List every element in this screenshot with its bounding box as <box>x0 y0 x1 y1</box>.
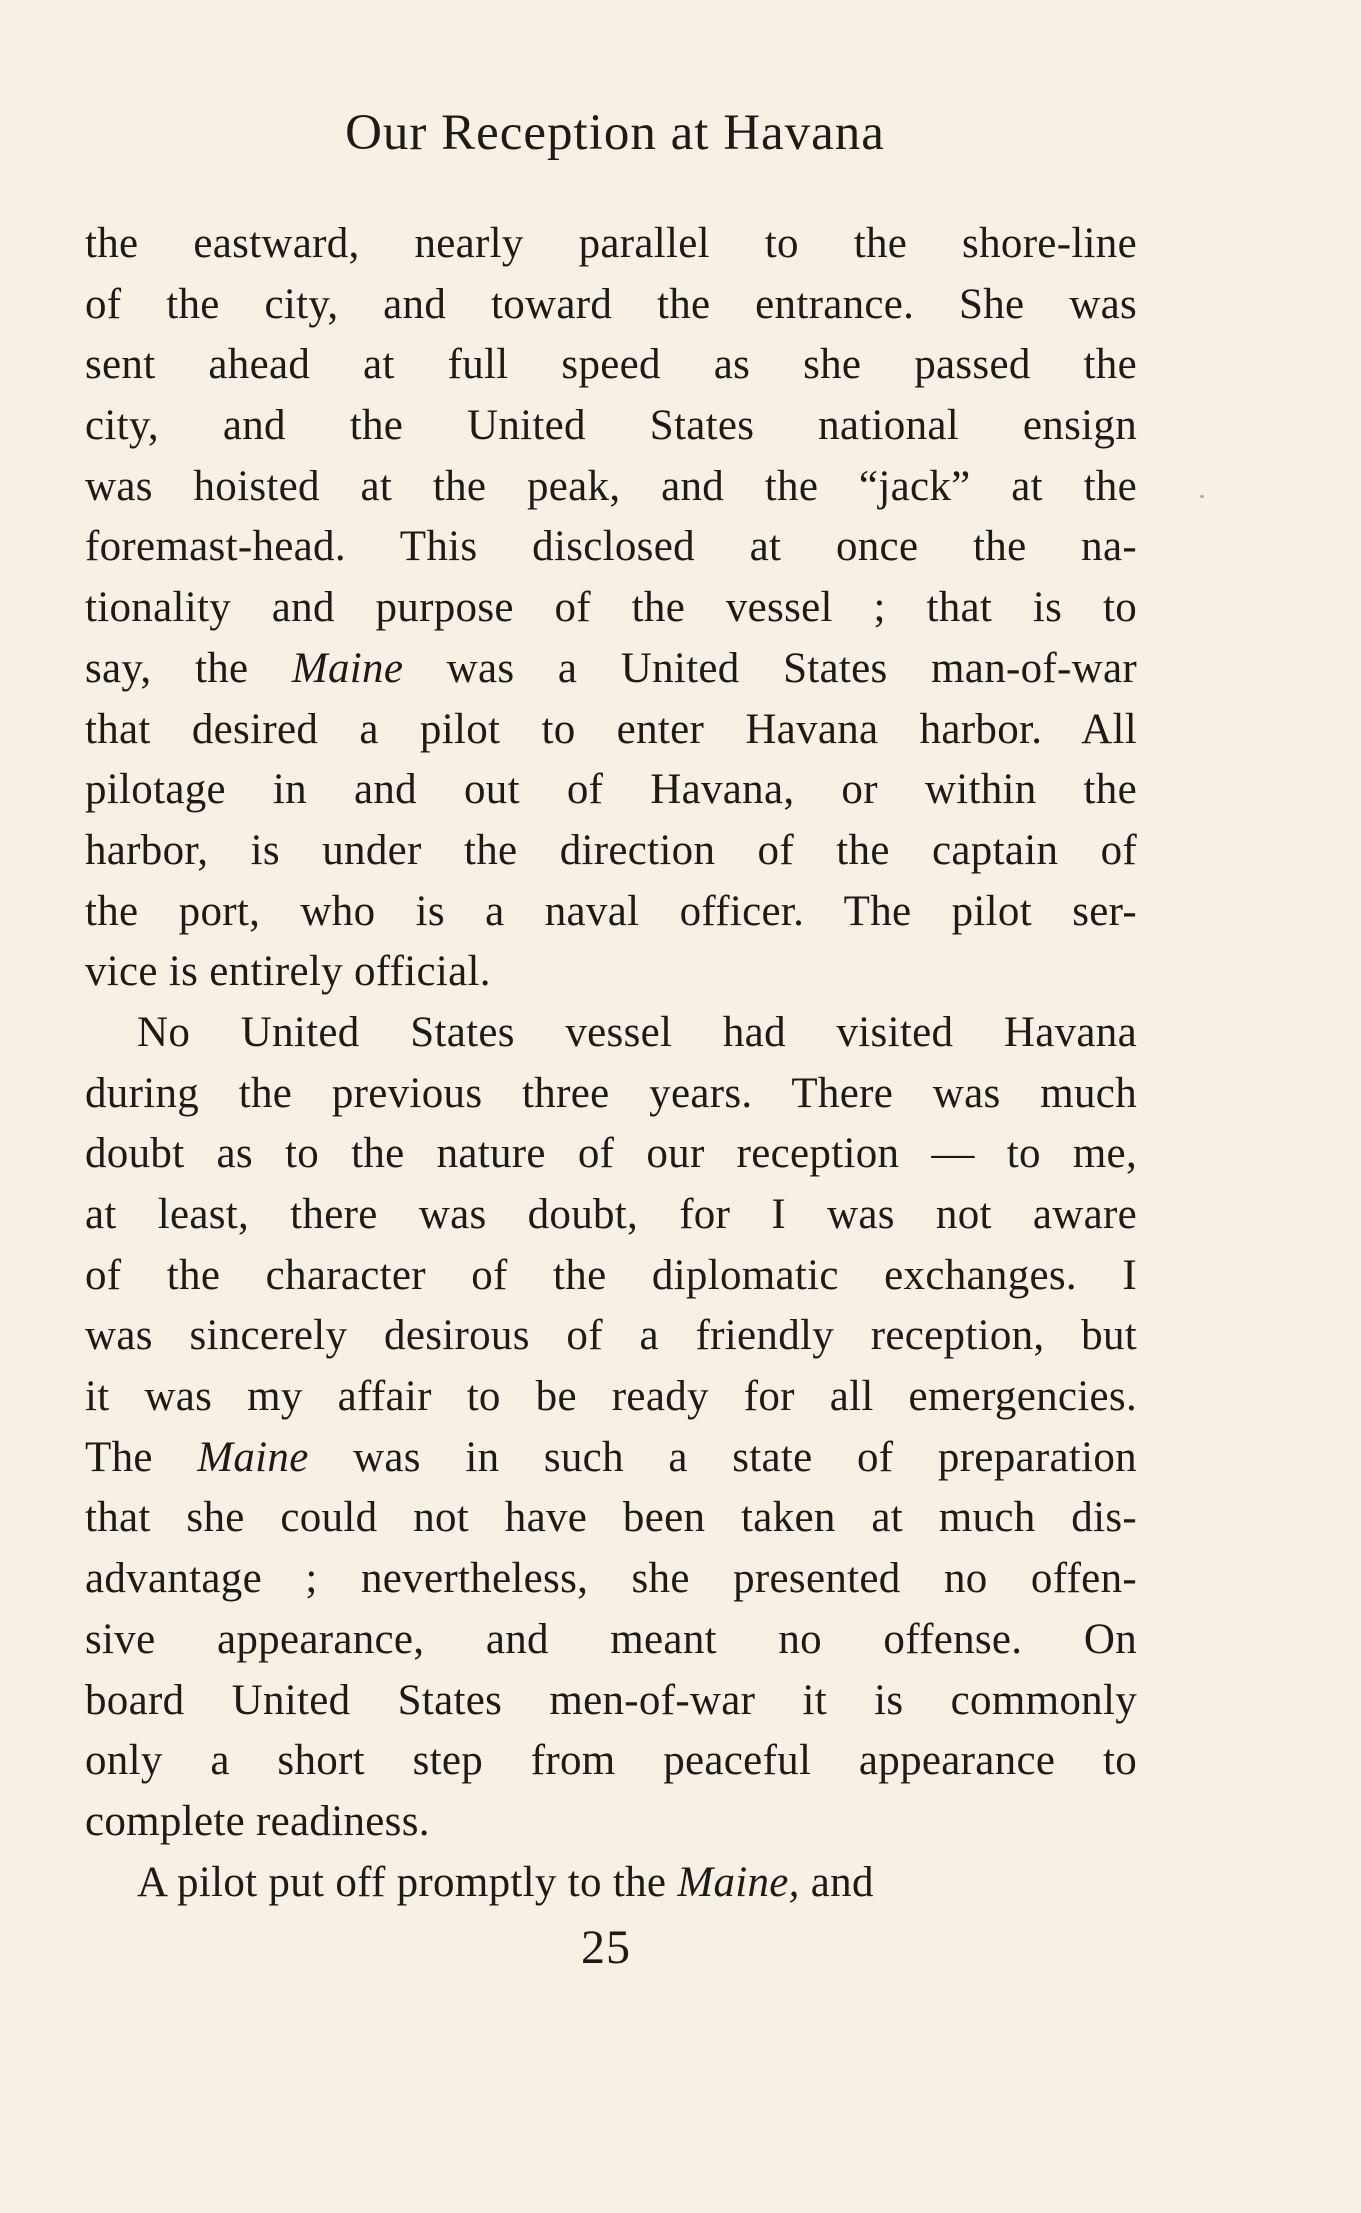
text-run: pilotage in and out of Havana, or within the <box>85 766 1137 814</box>
text-run: sive appearance, and meant no offense. On <box>85 1615 1137 1663</box>
text-line <box>85 335 1137 396</box>
text-run: only a short step from peaceful appearance to <box>85 1737 1137 1785</box>
text-run: A pilot put off promptly to the <box>137 1858 678 1906</box>
text-run: tionality and purpose of the vessel ; that is to <box>85 584 1137 632</box>
text-run: doubt as to the nature of our reception — to me, <box>85 1130 1137 1178</box>
text-line <box>85 578 1137 639</box>
text-run: foremast-head. This disclosed at once the na- <box>85 523 1137 571</box>
text-line <box>85 1610 1137 1671</box>
text-line <box>85 1246 1137 1307</box>
text-line <box>85 1003 1137 1064</box>
text-run: and <box>799 1858 874 1906</box>
text-run: of the city, and toward the entrance. She was <box>85 280 1137 328</box>
paper-speck <box>1200 495 1204 498</box>
text-line <box>85 1731 1137 1792</box>
text-line <box>85 942 1137 1003</box>
text-run: that she could not have been taken at much dis- <box>85 1494 1137 1542</box>
text-line <box>85 275 1137 336</box>
text-run: that desired a pilot to enter Havana harbor. All <box>85 705 1137 753</box>
text-line <box>85 882 1137 943</box>
text-line <box>85 1549 1137 1610</box>
page-number: 25 <box>581 1921 631 1974</box>
body-text <box>85 214 1137 1913</box>
text-run: complete readiness. <box>85 1797 430 1845</box>
text-run: No United States vessel had visited Havana <box>137 1008 1137 1056</box>
text-line <box>85 517 1137 578</box>
text-run: board United States men-of-war it is commonly <box>85 1676 1137 1724</box>
text-run: of the character of the diplomatic exchanges. I <box>85 1251 1137 1299</box>
text-line <box>85 1185 1137 1246</box>
text-line <box>85 760 1137 821</box>
text-line <box>85 1367 1137 1428</box>
text-run: was in such a state of preparation <box>308 1433 1137 1481</box>
text-line <box>85 700 1137 761</box>
text-run: sent ahead at full speed as she passed the <box>85 341 1137 389</box>
text-run: vice is entirely official. <box>85 948 491 996</box>
text-run: say, the <box>85 644 292 692</box>
text-line <box>85 214 1137 275</box>
italic-ship-name: Maine <box>197 1433 309 1481</box>
text-run: was sincerely desirous of a friendly reception, but <box>85 1312 1137 1360</box>
italic-ship-name: Maine <box>291 644 404 692</box>
text-run: harbor, is under the direction of the captain of <box>85 826 1137 874</box>
text-line <box>85 457 1137 518</box>
text-line <box>85 1853 1137 1914</box>
text-line <box>85 1488 1137 1549</box>
text-line <box>85 1064 1137 1125</box>
text-run: it was my affair to be ready for all emergencies. <box>85 1373 1137 1421</box>
text-line <box>85 639 1137 700</box>
running-head: Our Reception at Havana <box>345 105 885 161</box>
text-run: during the previous three years. There was much <box>85 1069 1137 1117</box>
text-line <box>85 1428 1137 1489</box>
text-line <box>85 1124 1137 1185</box>
text-run: advantage ; nevertheless, she presented no offen- <box>85 1555 1137 1603</box>
text-run: was hoisted at the peak, and the “jack” at the <box>85 462 1137 510</box>
text-run: was a United States man-of-war <box>403 644 1138 692</box>
text-run: city, and the United States national ensign <box>85 402 1137 450</box>
text-line <box>85 396 1137 457</box>
text-line <box>85 1671 1137 1732</box>
text-run: at least, there was doubt, for I was not aware <box>85 1191 1137 1238</box>
text-run: The <box>85 1433 198 1481</box>
text-line <box>85 821 1137 882</box>
text-run: the eastward, nearly parallel to the shore-line <box>85 220 1137 267</box>
text-line <box>85 1306 1137 1367</box>
text-line <box>85 1792 1137 1853</box>
text-run: the port, who is a naval officer. The pilot ser- <box>85 887 1137 935</box>
italic-ship-name: Maine, <box>677 1858 800 1906</box>
